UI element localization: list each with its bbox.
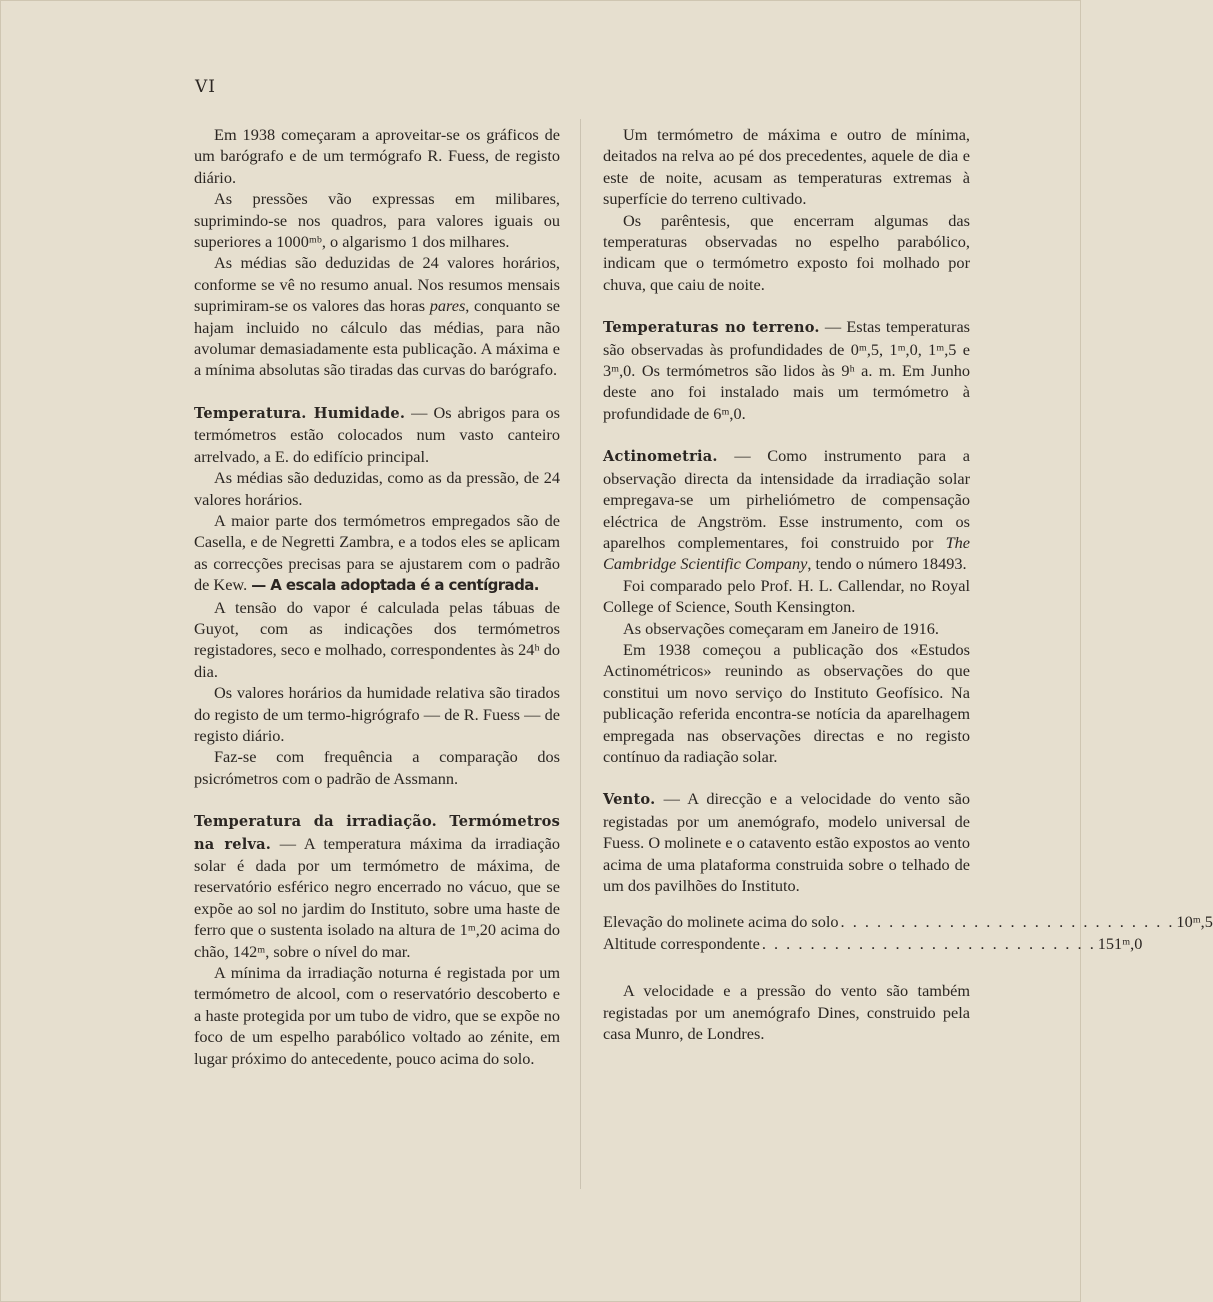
paragraph: A velocidade e a pressão do vento são também registadas por um anemógrafo Dines, construido pela casa Munro, de Londres. — [603, 981, 970, 1044]
table-row — [603, 911, 1213, 932]
section-actinometria — [603, 445, 970, 574]
paragraph: Um termómetro de máxima e outro de mínima, deitados na relva ao pé dos precedentes, aquele de dia e este de noite, acusam as temperaturas extremas à superfície do terreno cultivado. — [603, 125, 970, 209]
text-run: — Como instrumento para a observação directa da intensidade da irradiação solar empregava-se um pirheliómetro de compensação eléctrica de Angström. Esse instrumento, com os aparelhos complementares, foi construido por — [603, 446, 970, 552]
paragraph — [194, 252, 560, 380]
table-value: 151ᵐ,0 — [1097, 933, 1143, 953]
paragraph: Os parêntesis, que encerram algumas das temperaturas observadas no espelho parabólico, indicam que o termómetro exposto foi molhado por chuva, que caiu de noite. — [603, 210, 970, 294]
left-column — [194, 124, 560, 1069]
table-value: 10ᵐ,5 — [1176, 912, 1213, 932]
paragraph: A mínima da irradiação noturna é registada por um termómetro de alcool, com o reservatório descoberto e a haste protegida por um tubo de vidro, que se expõe no foco de um espelho parabólico voltado ao zénite, em lugar próximo do antecedente, pouco acima do solo. — [194, 963, 560, 1068]
column-divider — [580, 119, 581, 1189]
table-label: Altitude correspondente — [603, 933, 760, 953]
text-run: — Estas temperaturas são observadas às profundidades de 0ᵐ,5, 1ᵐ,0, 1ᵐ,5 e 3ᵐ,0. Os termómetros são lidos às 9ʰ a. m. Em Junho deste ano foi instalado mais um termómetro à profundidade de 6ᵐ,0. — [603, 317, 971, 423]
section-vento — [603, 788, 970, 896]
text-run: , tendo o número 18493. — [807, 554, 967, 574]
paragraph: A tensão do vapor é calculada pelas tábuas de Guyot, com as indicações dos termómetros registadores, seco e molhado, correspondentes às 24ʰ do dia. — [194, 597, 560, 681]
page-number: VI — [195, 77, 216, 97]
paragraph: Os valores horários da humidade relativa são tirados do registo de um termo-higrógrafo — de R. Fuess — de registo diário. — [194, 683, 560, 745]
section-heading: Temperaturas no terreno. — [603, 319, 820, 337]
text-run: , conquanto se hajam incluido no cálculo das médias, para não avolumar demasiadamente esta publicação. A máxima e a mínima absolutas são tiradas das curvas do barógrafo. — [194, 296, 561, 380]
text-run: — A temperatura máxima da irradiação solar é dada por um termómetro de máxima, de reservatório esférico negro encerrado no vácuo, que se expõe ao sol no jardim do Instituto, sobre uma haste de ferro que o sustenta isolado na altura de 1ᵐ,20 acima do chão, 142ᵐ, sobre o nível do mar. — [194, 833, 561, 961]
scale-note: — A escala adoptada é a centígrada. — [251, 576, 539, 595]
section-temperatura-humidade — [194, 402, 560, 467]
paragraph: Foi comparado pelo Prof. H. L. Callendar, no Royal College of Science, South Kensington. — [603, 575, 970, 617]
leader-dots: . . . . . . . . . . . . . . . . . . . . . . . . . . . . — [761, 933, 1096, 953]
paragraph: As pressões vão expressas em milibares, suprimindo-se nos quadros, para valores iguais ou superiores a 1000ᵐᵇ, o algarismo 1 dos milhares. — [194, 189, 560, 252]
text-run: As médias são deduzidas de 24 valores horários, conforme se vê no resumo anual. Nos resumos mensais suprimiram-se os valores das horas — [194, 253, 560, 316]
paragraph: As médias são deduzidas, como as da pressão, de 24 valores horários. — [194, 468, 560, 509]
paragraph — [194, 510, 560, 597]
paragraph: Em 1938 começou a publicação dos «Estudos Actinométricos» reunindo as observações do que constitui um novo serviço do Instituto Geofísico. Na publicação referida encontra-se notícia da aparelhagem empregada nas observações directas e no registo contínuo da radiação solar. — [603, 639, 970, 766]
section-heading: Temperatura. Humidade. — [194, 404, 406, 422]
text-run: — A direcção e a velocidade do vento são registadas por um anemógrafo, modelo universal de Fuess. O molinete e o catavento estão expostos ao vento acima de uma plataforma construida sobre o telhado de um dos pavilhões do Instituto. — [603, 789, 970, 895]
paragraph: As observações começaram em Janeiro de 1916. — [623, 618, 940, 638]
section-heading: Actinometria. — [603, 448, 718, 466]
paragraph: Em 1938 começaram a aproveitar-se os gráficos de um barógrafo e de um termógrafo R. Fuess, de registo diário. — [194, 125, 560, 187]
text-run: — Os abrigos para os termómetros estão colocados num vasto canteiro arrelvado, a E. do edifício principal. — [194, 402, 560, 466]
section-temperaturas-terreno — [603, 316, 970, 424]
emphasis: pares — [429, 296, 466, 316]
section-heading: Vento. — [603, 791, 656, 809]
section-irradiacao — [194, 810, 560, 962]
right-column — [603, 124, 1213, 1044]
paragraph: Faz-se com frequência a comparação dos psicrómetros com o padrão de Assmann. — [194, 747, 560, 788]
table-row — [603, 933, 1143, 954]
wind-table — [603, 911, 1213, 954]
emphasis: The Cambridge Scientific Company — [603, 532, 970, 574]
leader-dots: . . . . . . . . . . . . . . . . . . . . . . . . . . . . — [840, 912, 1175, 932]
section-heading: Temperatura da irradiação. Termómetros na relva. — [194, 813, 560, 853]
text-run: A maior parte dos termómetros empregados são de Casella, e de Negretti Zambra, e a todos eles se aplicam as correcções precisas para se ajustarem com o padrão de Kew. — [194, 510, 560, 595]
table-label: Elevação do molinete acima do solo — [603, 912, 839, 932]
